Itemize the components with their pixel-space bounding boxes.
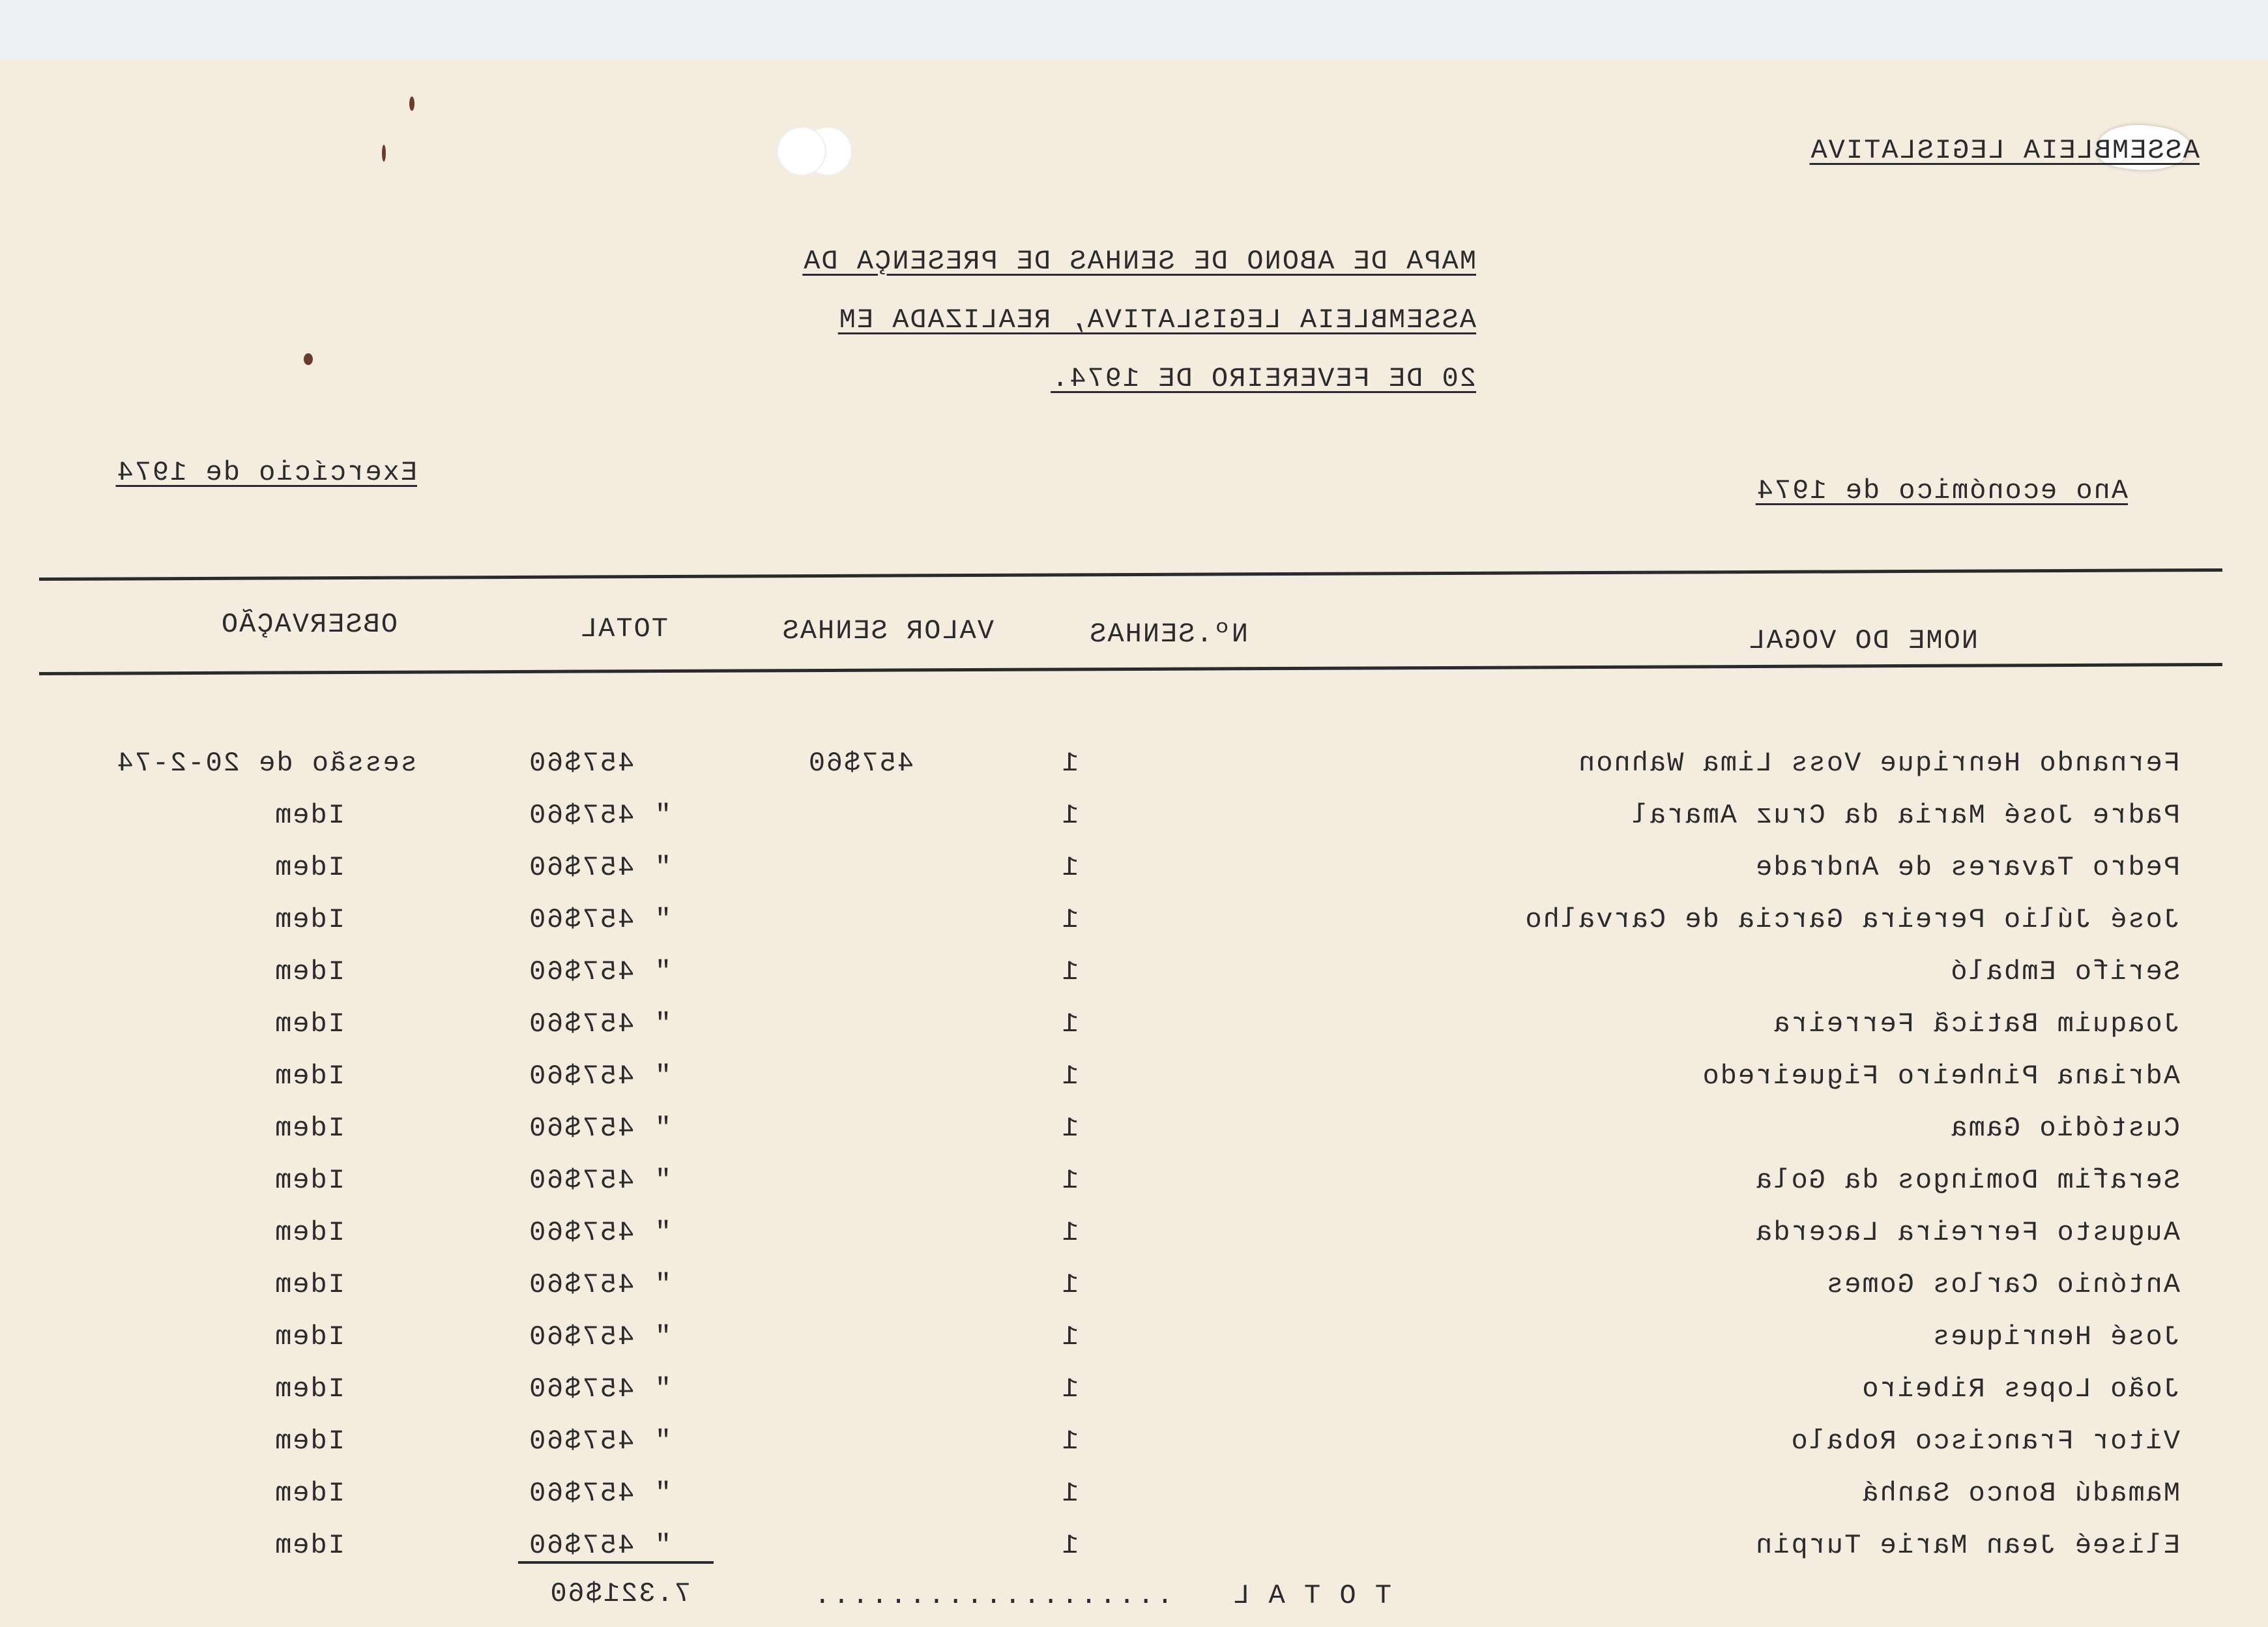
cell-nome: Mamadú Bonco Sanhá [1861, 1478, 2180, 1509]
table-row [0, 1375, 2268, 1428]
cell-nome: Serafim Domingos da Gola [1754, 1165, 2180, 1196]
cell-valor: " [653, 1373, 671, 1405]
cell-num: 1 [1060, 1269, 1079, 1300]
cell-obs: Idem [274, 1426, 345, 1457]
cell-obs: Idem [274, 1165, 345, 1196]
cell-valor: " [653, 1008, 671, 1040]
cell-num: 1 [1060, 1113, 1079, 1144]
ink-mark [409, 96, 414, 111]
table-row [0, 1532, 2268, 1584]
title-line-3: 20 DE FEVEREIRO DE 1974. [1051, 363, 1476, 394]
cell-valor: " [653, 1269, 671, 1300]
cell-obs: Idem [274, 1217, 345, 1248]
cell-nome: Augusto Ferreira Lacerda [1754, 1217, 2180, 1248]
table-row [0, 854, 2268, 906]
table-row [0, 1271, 2268, 1323]
cell-total: 457$60 [528, 1217, 635, 1248]
cell-total: 457$60 [528, 1165, 635, 1196]
cell-nome: Padre José Maria da Cruz Amaral [1630, 800, 2180, 831]
table-header-rule [39, 663, 2222, 675]
cell-total: 457$60 [528, 956, 635, 988]
cell-valor: " [653, 1478, 671, 1509]
cell-num: 1 [1060, 1321, 1079, 1353]
col-header-total: TOTAL [579, 613, 668, 645]
cell-total: 457$60 [528, 1269, 635, 1300]
cell-nome: Serifo Embaló [1949, 956, 2180, 988]
cell-obs: Idem [274, 1373, 345, 1405]
cell-num: 1 [1060, 1165, 1079, 1196]
table-top-rule [39, 568, 2222, 581]
cell-valor: " [653, 1113, 671, 1144]
table-row [0, 1167, 2268, 1219]
cell-total: 457$60 [528, 748, 635, 779]
cell-num: 1 [1060, 1008, 1079, 1040]
cell-obs: Idem [274, 852, 345, 883]
exercicio: Exercício de 1974 [115, 457, 417, 488]
table-row [0, 1063, 2268, 1115]
col-header-valor-senhas: VALOR SENHAS [781, 615, 994, 647]
cell-num: 1 [1060, 1217, 1079, 1248]
cell-nome: José Henriques [1932, 1321, 2180, 1353]
title-line-1: MAPA DE ABONO DE SENHAS DE PRESENÇA DA [802, 246, 1476, 277]
mirrored-document [0, 60, 2268, 1627]
cell-obs: Idem [274, 1321, 345, 1353]
cell-obs: Idem [274, 800, 345, 831]
cell-nome: José Júlio Pereira Garcia de Carvalho [1524, 904, 2180, 935]
col-header-num-senhas: Nº.SENHAS [1088, 619, 1248, 650]
cell-total: 457$60 [528, 1321, 635, 1353]
cell-valor: " [653, 1217, 671, 1248]
cell-total: 457$60 [528, 1061, 635, 1092]
total-dots: ................... [811, 1580, 1173, 1611]
cell-num: 1 [1060, 1530, 1079, 1561]
table-row [0, 1219, 2268, 1271]
grand-total: 7.321$60 [549, 1578, 691, 1609]
cell-valor: " [653, 904, 671, 935]
cell-obs: Idem [274, 1269, 345, 1300]
cell-valor: " [653, 1530, 671, 1561]
ink-mark [304, 353, 313, 365]
cell-num: 1 [1060, 1373, 1079, 1405]
cell-valor: " [653, 1321, 671, 1353]
cell-nome: Eliseé Jean Marie Turpin [1754, 1530, 2180, 1561]
table-row [0, 1480, 2268, 1532]
title-line-2: ASSEMBLEIA LEGISLATIVA, REALIZADA EM [837, 304, 1476, 336]
cell-total: 457$60 [528, 1426, 635, 1457]
cell-num: 1 [1060, 852, 1079, 883]
cell-total: 457$60 [528, 1530, 635, 1561]
cell-total: 457$60 [528, 852, 635, 883]
cell-nome: Adriana Pinheiro Figueiredo [1701, 1061, 2180, 1092]
cell-nome: Joaquim Baticã Ferreira [1772, 1008, 2180, 1040]
cell-num: 1 [1060, 800, 1079, 831]
table-row [0, 1323, 2268, 1375]
cell-obs: sessão de 20-2-74 [115, 748, 417, 779]
cell-total: 457$60 [528, 1008, 635, 1040]
cell-num: 1 [1060, 1478, 1079, 1509]
cell-obs: Idem [274, 1008, 345, 1040]
cell-obs: Idem [274, 956, 345, 988]
cell-num: 1 [1060, 956, 1079, 988]
ink-mark [382, 145, 386, 162]
cell-num: 1 [1060, 748, 1079, 779]
cell-num: 1 [1060, 1061, 1079, 1092]
cell-valor: " [653, 1426, 671, 1457]
document-sheet [0, 60, 2268, 1627]
cell-valor: 457$60 [807, 748, 914, 779]
cell-total: 457$60 [528, 904, 635, 935]
cell-total: 457$60 [528, 800, 635, 831]
table-row [0, 1115, 2268, 1167]
cell-valor: " [653, 1165, 671, 1196]
cell-num: 1 [1060, 904, 1079, 935]
cell-nome: António Carlos Gomes [1825, 1269, 2180, 1300]
cell-obs: Idem [274, 1061, 345, 1092]
total-underline [518, 1561, 714, 1564]
col-header-observacao: OBSERVAÇÃO [220, 609, 398, 640]
cell-obs: Idem [274, 1113, 345, 1144]
cell-nome: Fernando Henrique Voss Lima Wahnon [1577, 748, 2180, 779]
table-row [0, 1010, 2268, 1063]
table-row [0, 802, 2268, 854]
table-row [0, 906, 2268, 958]
cell-valor: " [653, 1061, 671, 1092]
cell-nome: João Lopes Ribeiro [1861, 1373, 2180, 1405]
cell-num: 1 [1060, 1426, 1079, 1457]
org-header: ASSEMBLEIA LEGISLATIVA [1809, 135, 2200, 166]
cell-obs: Idem [274, 1530, 345, 1561]
cell-nome: Pedro Tavares de Andrade [1754, 852, 2180, 883]
cell-obs: Idem [274, 1478, 345, 1509]
col-header-nome: NOME DO VOGAL [1747, 625, 1978, 656]
cell-valor: " [653, 800, 671, 831]
table-row [0, 958, 2268, 1010]
table-row [0, 750, 2268, 802]
cell-total: 457$60 [528, 1113, 635, 1144]
cell-valor: " [653, 852, 671, 883]
cell-total: 457$60 [528, 1373, 635, 1405]
cell-obs: Idem [274, 904, 345, 935]
cell-nome: Vitor Francisco Robalo [1790, 1426, 2180, 1457]
table-row [0, 1428, 2268, 1480]
cell-valor: " [653, 956, 671, 988]
punch-hole-spacer [777, 126, 826, 176]
cell-total: 457$60 [528, 1478, 635, 1509]
cell-nome: Custódio Gama [1949, 1113, 2180, 1144]
total-label: T O T A L [1232, 1580, 1391, 1611]
ano-economico: Ano económico de 1974 [1755, 475, 2128, 506]
